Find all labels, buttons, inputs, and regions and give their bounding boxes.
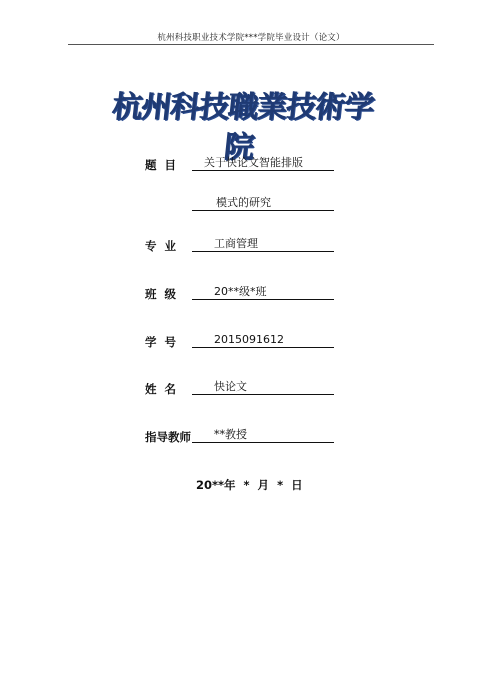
class-label: 班 级 (145, 287, 177, 301)
title-value-line-1: 关于快论文智能排版 (192, 156, 334, 171)
student-id-label: 学 号 (145, 335, 177, 349)
advisor-label: 指导教师 (145, 430, 191, 444)
major-label: 专 业 (145, 239, 177, 253)
running-header: 杭州科技职业技术学院***学院毕业设计（论文） (157, 33, 345, 43)
title-value-line-2: 模式的研究 (192, 196, 334, 211)
name-value: 快论文 (192, 380, 334, 395)
title-label: 题 目 (145, 158, 177, 172)
submission-date: 20**年 * 月 * 日 (196, 478, 303, 492)
school-name-logo: 杭州科技職業技術学院 (110, 90, 376, 165)
student-id-value: 2015091612 (192, 333, 334, 348)
major-value: 工商管理 (192, 237, 334, 252)
class-value: 20**级*班 (192, 285, 334, 300)
advisor-value: **教授 (192, 428, 334, 443)
name-label: 姓 名 (145, 382, 177, 396)
header-rule (68, 44, 434, 45)
